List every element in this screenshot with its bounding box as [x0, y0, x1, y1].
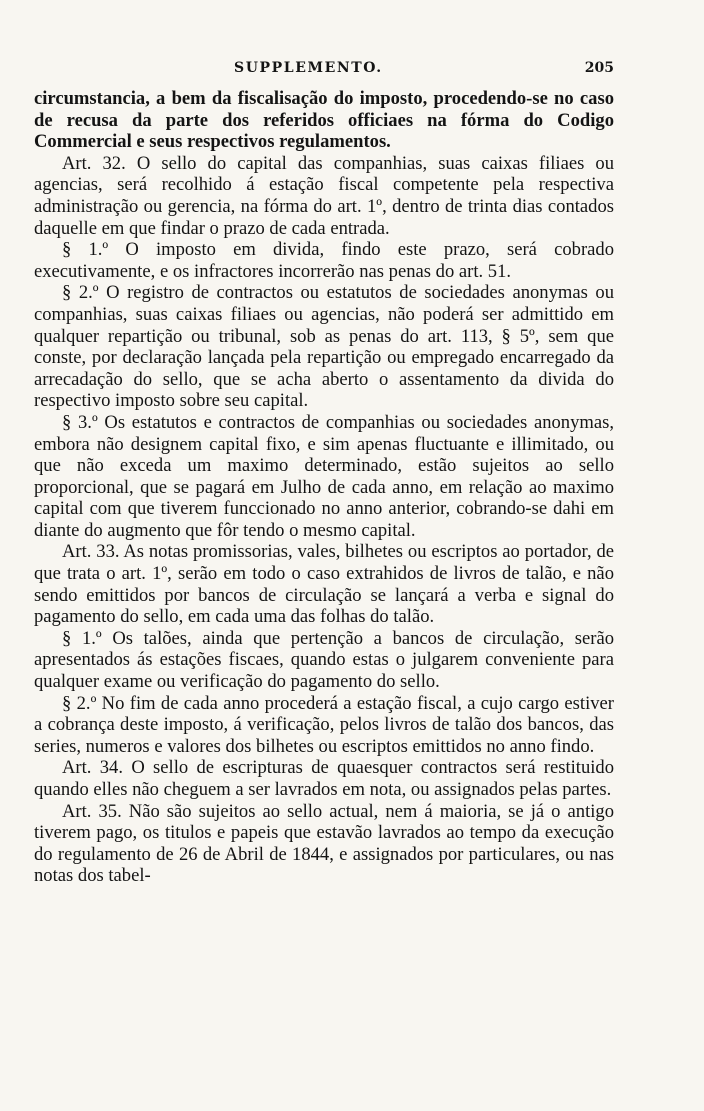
paragraph-continuation: circumstancia, a bem da fiscalisação do imposto, procedendo-se no caso de recusa da parte dos referidos officiaes na fórma do Codigo Commercial e seus respectivos regulamentos. [34, 88, 614, 153]
body-text [34, 88, 614, 887]
paragraph-art-34: Art. 34. O sello de escripturas de quaesquer contractos será restituido quando elles não cheguem a ser lavrados em nota, ou assignados pelas partes. [34, 757, 614, 800]
running-title: SUPPLEMENTO. [234, 60, 383, 76]
paragraph-art-32-sec-1: § 1.º O imposto em divida, findo este prazo, será cobrado executivamente, e os infractores incorrerão nas penas do art. 51. [34, 239, 614, 282]
paragraph-art-33: Art. 33. As notas promissorias, vales, bilhetes ou escriptos ao portador, de que trata o art. 1º, serão em todo o caso extrahidos de livros de talão, e não sendo emittidos por bancos de circulação se lançará a verba e signal do pagamento do sello, em cada uma das folhas do talão. [34, 541, 614, 628]
paragraph-art-32: Art. 32. O sello do capital das companhias, suas caixas filiaes ou agencias, será recolhido á estação fiscal competente pela respectiva administração ou gerencia, na fórma do art. 1º, dentro de trinta dias contados daquelle em que findar o prazo de cada entrada. [34, 152, 614, 239]
page-number: 205 [584, 60, 614, 76]
paragraph-art-35: Art. 35. Não são sujeitos ao sello actual, nem á maioria, se já o antigo tiverem pago, os titulos e papeis que estavão lavrados ao tempo da execução do regulamento de 26 de Abril de 1844, e assignados por particulares, ou nas notas dos tabel- [34, 800, 614, 887]
paragraph-art-32-sec-3: § 3.º Os estatutos e contractos de companhias ou sociedades anonymas, embora não designem capital fixo, e sim apenas fluctuante e illimitado, ou que não exceda um maximo determinado, estão sujeitos ao sello proporcional, que se pagará em Julho de cada anno, em relação ao maximo capital com que tiverem funccionado no anno anterior, cobrando-se dahi em diante do augmento que fôr tendo o mesmo capital. [34, 411, 614, 541]
paragraph-art-32-sec-2: § 2.º O registro de contractos ou estatutos de sociedades anonymas ou companhias, suas caixas filiaes ou agencias, não poderá ser admittido em qualquer repartição ou tribunal, sob as penas do art. 113, § 5º, sem que conste, por declaração lançada pela repartição ou empregado encarregado da arrecadação do sello, que se acha aberto o assentamento da divida do respectivo imposto sobre seu capital. [34, 282, 614, 412]
paragraph-art-33-sec-2: § 2.º No fim de cada anno procederá a estação fiscal, a cujo cargo estiver a cobrança deste imposto, á verificação, pelos livros de talão dos bancos, das series, numeros e valores dos bilhetes ou escriptos emittidos no anno findo. [34, 692, 614, 757]
paragraph-art-33-sec-1: § 1.º Os talões, ainda que pertenção a bancos de circulação, serão apresentados ás estações fiscaes, quando estas o julgarem conveniente para qualquer exame ou verificação do pagamento do sello. [34, 627, 614, 693]
page-header [34, 60, 614, 82]
